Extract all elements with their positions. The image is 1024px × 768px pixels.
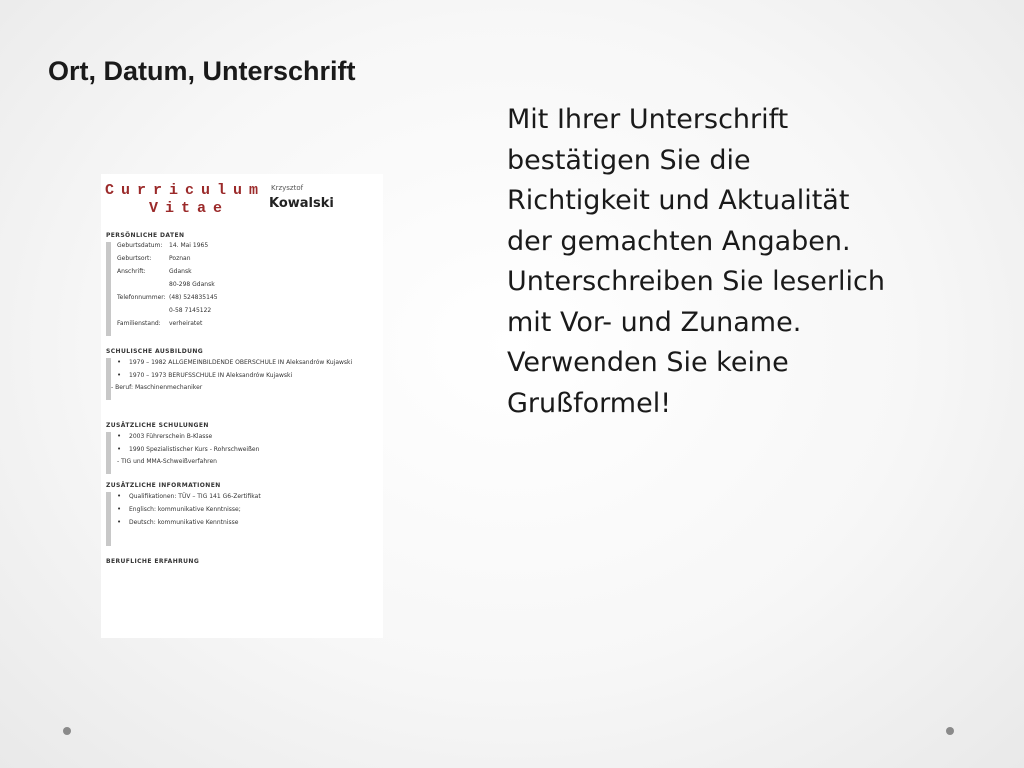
bullet-icon: •: [117, 371, 122, 379]
cv-row-value: 14. Mai 1965: [169, 242, 209, 249]
cv-list-item: [117, 518, 378, 531]
cv-list-item: [117, 492, 378, 505]
cv-section-info: [106, 482, 378, 546]
cv-row-value: verheiratet: [169, 320, 203, 327]
cv-note: - Beruf: Maschinenmechaniker: [111, 384, 203, 391]
cv-list-item: [117, 432, 378, 445]
cv-title-vitae: Vitae: [149, 200, 230, 217]
cv-row-value: (48) 524835145: [169, 294, 218, 301]
cv-row: [117, 307, 378, 320]
body-line: der gemachten Angaben.: [507, 225, 851, 257]
cv-row-value: Gdansk: [169, 268, 192, 275]
cv-list-text: Englisch: kommunikative Kenntnisse;: [129, 506, 241, 513]
cv-section-heading: ZUSÄTZLICHE INFORMATIONEN: [106, 482, 221, 489]
slide-dot-left: [63, 727, 71, 735]
cv-row-label: Geburtsort:: [117, 255, 152, 262]
cv-row: [117, 294, 378, 307]
cv-section-experience: [106, 558, 378, 565]
cv-last-name: Kowalski: [269, 196, 334, 211]
cv-list-text: Qualifikationen: TÜV – TIG 141 G6-Zertifikat: [129, 493, 261, 500]
bullet-icon: •: [117, 505, 122, 513]
cv-row-label: Geburtsdatum:: [117, 242, 163, 249]
cv-row-value: Poznan: [169, 255, 191, 262]
body-line: Verwenden Sie keine: [507, 347, 789, 378]
cv-section-heading: SCHULISCHE AUSBILDUNG: [106, 348, 204, 355]
cv-list-item: [117, 445, 378, 458]
bullet-icon: •: [117, 358, 122, 366]
body-text: [507, 100, 977, 424]
cv-row: [117, 268, 378, 281]
cv-list-text: 2003 Führerschein B-Klasse: [129, 433, 213, 440]
bullet-icon: •: [117, 492, 122, 500]
cv-section-block: [106, 432, 378, 474]
cv-list-text: 1990 Spezialistischer Kurs - Rohrschweißen: [129, 446, 260, 453]
cv-row-label: Familienstand:: [117, 320, 161, 327]
body-line: Richtigkeit und Aktualität: [507, 185, 850, 216]
cv-section-block: [106, 358, 378, 400]
cv-section-heading: PERSÖNLICHE DATEN: [106, 232, 185, 239]
cv-row-value: 80-298 Gdansk: [169, 281, 215, 288]
cv-list-text: 1979 – 1982 ALLGEMEINBILDENDE OBERSCHULE IN Aleksandrów Kujawski: [129, 359, 353, 366]
cv-row: [117, 255, 378, 268]
cv-row-label: Anschrift:: [117, 268, 146, 275]
cv-row-value: 0-58 7145122: [169, 307, 212, 314]
cv-section-heading: BERUFLICHE ERFAHRUNG: [106, 558, 200, 565]
body-line: mit Vor- und Zuname.: [507, 306, 802, 338]
bullet-icon: •: [117, 445, 122, 453]
body-line: Grußformel!: [507, 387, 672, 419]
cv-list-item: [117, 358, 378, 371]
body-line: Mit Ihrer Unterschrift: [507, 104, 789, 135]
cv-note: - TIG und MMA-Schweißverfahren: [117, 458, 217, 465]
cv-list-item: [117, 505, 378, 518]
body-line: bestätigen Sie die: [507, 144, 751, 176]
cv-section-schooling: [106, 348, 378, 400]
slide-dot-right: [946, 727, 954, 735]
body-line: Unterschreiben Sie leserlich: [507, 266, 885, 297]
cv-row: [117, 242, 378, 255]
cv-list-text: 1970 – 1973 BERUFSSCHULE IN Aleksandrów Kujawski: [129, 372, 293, 379]
cv-image: [101, 174, 383, 638]
cv-section-training: [106, 422, 378, 474]
cv-section-block: [106, 242, 378, 336]
cv-list-text: Deutsch: kommunikative Kenntnisse: [129, 519, 239, 526]
cv-list-item: [117, 371, 378, 384]
cv-title-curriculum: Curriculum: [105, 182, 266, 199]
cv-row: [117, 320, 378, 333]
cv-row-label: Telefonnummer:: [117, 294, 166, 301]
cv-first-name: Krzysztof: [271, 184, 304, 192]
cv-section-heading: ZUSÄTZLICHE SCHULUNGEN: [106, 422, 209, 429]
slide-title: Ort, Datum, Unterschrift: [48, 56, 356, 86]
cv-section-personal: [106, 232, 378, 336]
cv-section-block: [106, 492, 378, 546]
cv-row: [117, 281, 378, 294]
bullet-icon: •: [117, 432, 122, 440]
bullet-icon: •: [117, 518, 122, 526]
